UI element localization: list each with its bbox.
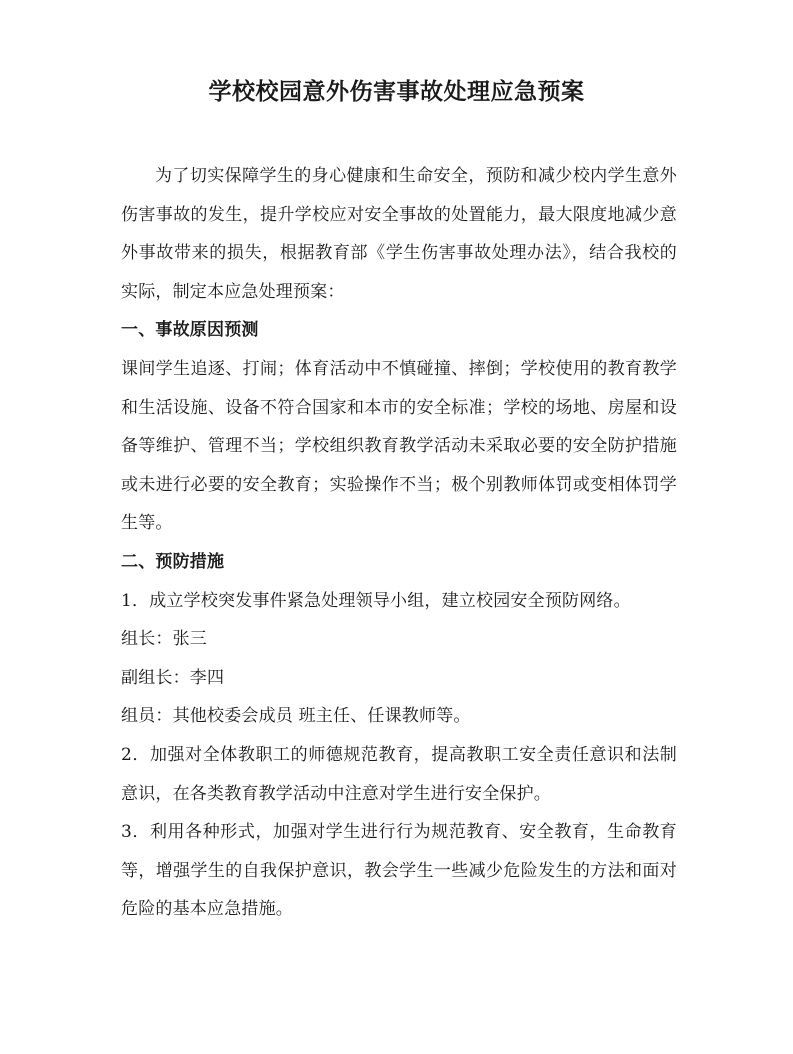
cause-prediction-paragraph: 课间学生追逐、打闹；体育活动中不慎碰撞、摔倒；学校使用的教育教学和生活设施、设备不符合国家和本市的安全标准；学校的场地、房屋和设备等维护、管理不当；学校组织教育教学活动未采取必要的安全防护措施或未进行必要的安全教育；实验操作不当；极个别教师体罚或变相体罚学生等。	[121, 358, 677, 534]
prevention-item-2: 2．加强对全体教职工的师德规范教育，提高教职工安全责任意识和法制意识，在各类教育教学活动中注意对学生进行安全保护。	[121, 744, 677, 804]
prevention-item-3: 3．利用各种形式，加强对学生进行行为规范教育、安全教育，生命教育等，增强学生的自我保护意识，教会学生一些减少危险发生的方法和面对危险的基本应急措施。	[121, 822, 677, 920]
intro-paragraph: 为了切实保障学生的身心健康和生命安全，预防和减少校内学生意外伤害事故的发生，提升学校应对安全事故的处置能力，最大限度地减少意外事故带来的损失，根据教育部《学生伤害事故处理办法》，结合我校的实际，制定本应急处理预案：	[121, 166, 677, 302]
document-body	[121, 157, 677, 929]
document-title: 学校校园意外伤害事故处理应急预案	[208, 78, 585, 105]
prevention-item-1: 1．成立学校突发事件紧急处理领导小组，建立校园安全预防网络。	[121, 590, 631, 611]
deputy-leader-line: 副组长：李四	[121, 667, 225, 688]
section-heading-cause-prediction: 一、事故原因预测	[121, 320, 259, 341]
section-heading-prevention: 二、预防措施	[121, 551, 225, 572]
team-members-line: 组员：其他校委会成员 班主任、任课教师等。	[121, 706, 471, 727]
team-leader-line: 组长：张三	[121, 629, 207, 650]
